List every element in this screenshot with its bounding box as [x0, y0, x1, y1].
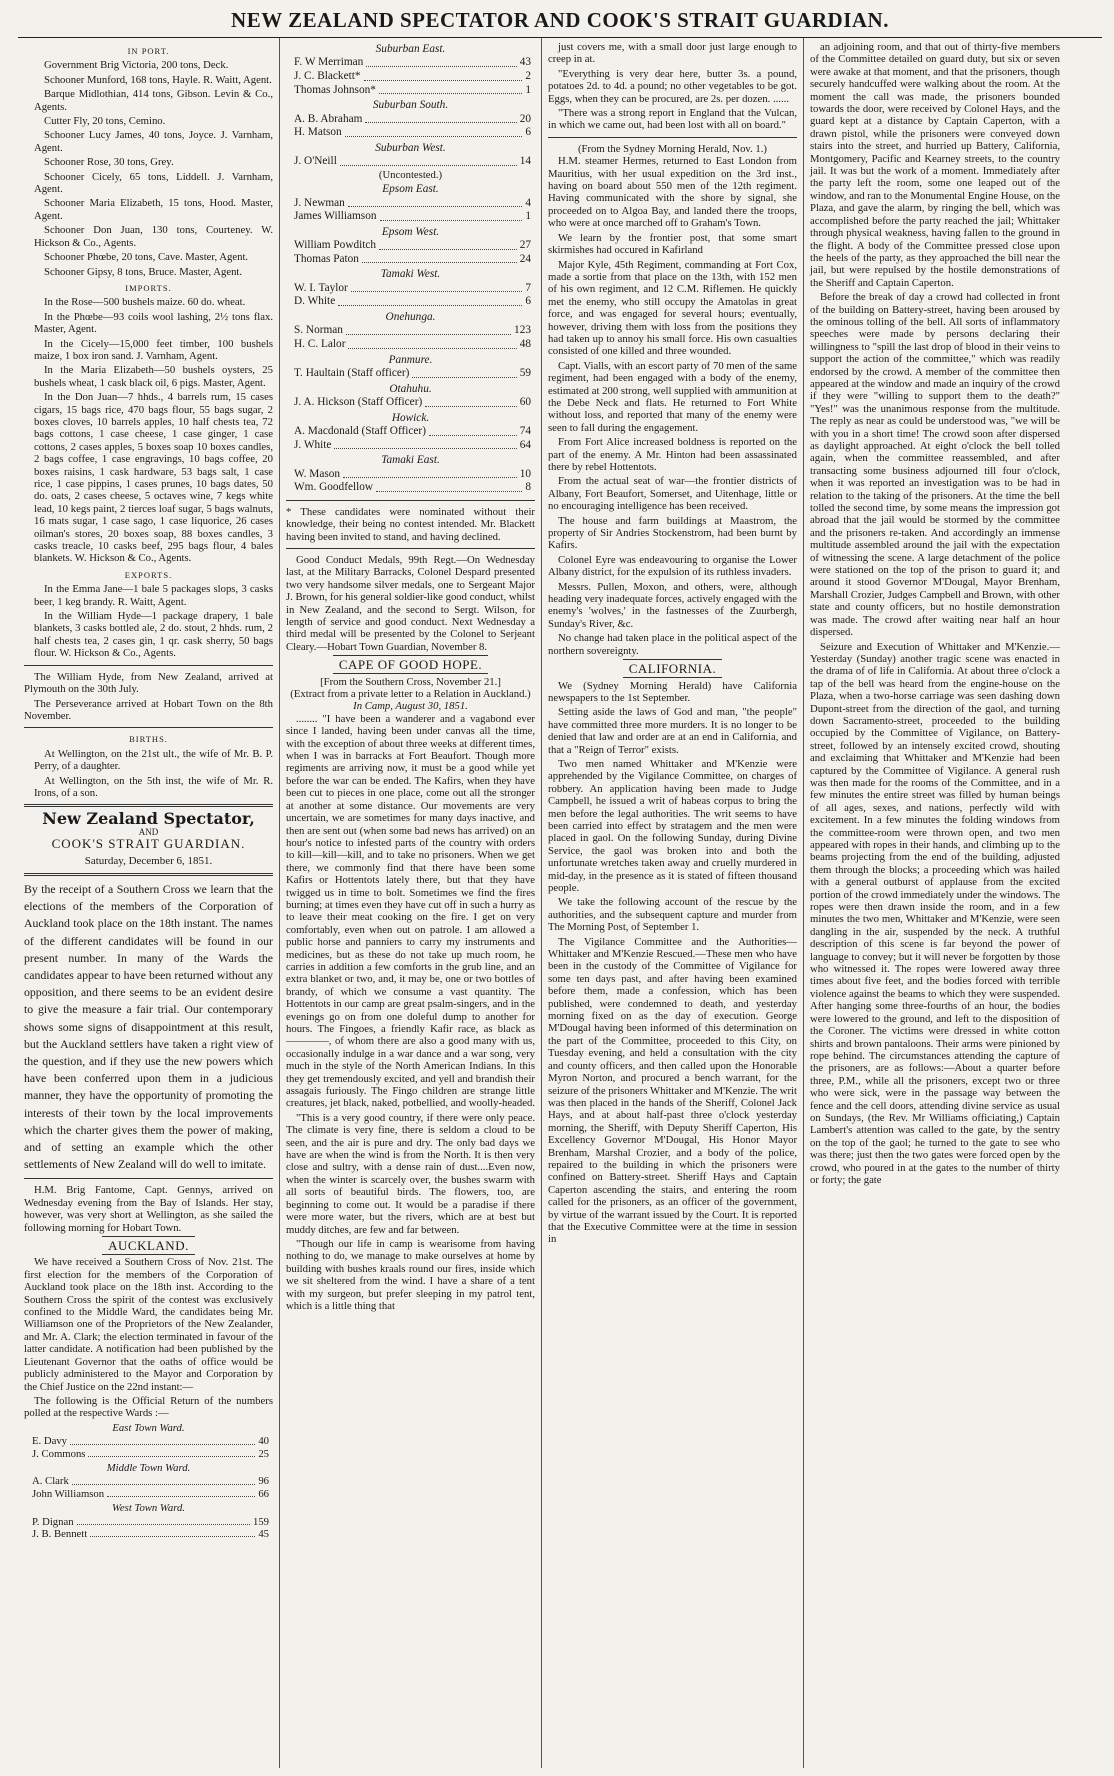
leader-dots — [364, 70, 523, 81]
vote-count: 27 — [519, 239, 531, 252]
vote-count: 25 — [258, 1447, 269, 1460]
arrival-notice: The Perseverance arrived at Hobart Town on the 8th November. — [24, 697, 273, 722]
candidate-name: J. Commons — [32, 1447, 86, 1460]
vote-count: 14 — [519, 155, 531, 168]
article-paragraph: Major Kyle, 45th Regiment, commanding at Fort Cox, made a sortie from that place on the 13th, with 152 men of his own regiment, and 12 C.M. Riflemen. He quickly met the enemy, who still occupy the Amatolas in great force, and was engaged for several hours; eventually, however, driving them with loss from the positions they had taken up to annoy his small force. His own casualties consisted of one killed and three wounded. — [548, 258, 797, 358]
leader-dots — [334, 439, 516, 450]
leader-dots — [345, 126, 523, 137]
herald-source: (From the Sydney Morning Herald, Nov. 1.) — [578, 142, 767, 155]
nameplate-title: New Zealand Spectator, — [42, 809, 255, 829]
candidate-name: James Williamson — [294, 210, 377, 223]
import-entry: In the Cicely—15,000 feet timber, 100 bushels maize, 1 box iron sand. J. Varnham, Agent. — [34, 337, 273, 362]
shipping-entry: Schooner Maria Elizabeth, 15 tons, Hood. Master, Agent. — [34, 197, 273, 222]
vote-count: 66 — [258, 1487, 269, 1500]
editorial-text: By the receipt of a Southern Cross we learn that the elections of the members of the Corporation of Auckland took place on the 18th instant. The names of the different candidates will be found in our present number. In many of the Wards the candidates appear to have been returned without any opposition, and there seems to be an evident desire to give the measure a fair trial. Our contemporary shows some signs of disappointment at this result, but the Auckland settlers have taken a right view of the question, and if they use the new powers which have been conferred upon them in a judicious manner, they have the opportunity of promoting the interests of their town by the local improvements which the charter gives them the power of making, and of setting an example which the other settlements of New Zealand will do well to imitate. — [24, 881, 273, 1172]
divider — [24, 804, 273, 807]
arrival-notice: The William Hyde, from New Zealand, arrived at Plymouth on the 30th July. — [24, 670, 273, 696]
leader-dots — [77, 1516, 250, 1525]
article-paragraph: The house and farm buildings at Maastrom, the property of Sir Andries Stockenstrom, had been burnt by Kafirs. — [548, 514, 797, 552]
candidate-name: A. Macdonald (Staff Officer) — [294, 424, 426, 437]
leader-dots — [107, 1488, 255, 1497]
ward-name: Epsom East. — [382, 183, 439, 196]
leader-dots — [379, 239, 517, 250]
divider — [286, 500, 535, 501]
vote-row — [294, 282, 531, 296]
candidate-name: P. Dignan — [32, 1515, 74, 1528]
leader-dots — [338, 295, 522, 306]
article-paragraph: From the actual seat of war—the frontier districts of Albany, Fort Beaufort, Somerset, and Uitenhage, little or no encouraging intelligence has been received. — [548, 475, 797, 513]
article-paragraph: Capt. Vialls, with an escort party of 70 men of the same regiment, had been engaged with a body of the enemy, estimated at 200 strong, well supplied with ammunition at the Debe Neck and flats. He returned to Fort White without loss, and reported that many of the enemy were seen to fall during the engagement. — [548, 359, 797, 434]
ward-name: Otahuhu. — [389, 382, 432, 395]
vote-row — [294, 439, 531, 453]
leader-dots — [362, 253, 517, 264]
vote-row — [32, 1528, 269, 1540]
footnote: * These candidates were nominated without their knowledge, their being no contest intended. Mr. Blackett having been invited to stand, and having declined. — [286, 505, 535, 543]
vote-row — [294, 155, 531, 169]
ward-note: (Uncontested.) — [378, 168, 443, 181]
arrivals-list — [24, 671, 273, 723]
import-entry: In the Rose—500 bushels maize. 60 do. wheat. — [44, 296, 246, 309]
exports-list — [24, 583, 273, 659]
vote-count: 74 — [519, 424, 531, 437]
ward-name: Suburban East. — [375, 43, 446, 55]
candidate-name: J. A. Hickson (Staff Officer) — [294, 395, 423, 408]
vote-row — [32, 1516, 269, 1528]
vote-count: 24 — [519, 252, 531, 265]
article-paragraph: The Vigilance Committee and the Authorities—Whittaker and M'Kenzie Rescued.—These men who have been in the custody of the Committee of Vigilance for some ten days past, and after having been examined before them, made a confession, which has been published, were condemned to death, and yesterday morning fixed on as the day of execution. George M'Dougal having been informed of this determination on the part of the Committee, proceeded to this City, on Tuesday evening, and held a consultation with the city and county officers, and then called upon the Honorable Myron Norton, and procured a bench warrant, for the seizure of the prisoners Whittaker and M'Kenzie. The writ was then placed in the hands of the Sheriff, Colonel Jack Hays, and at about half-past three o'clock yesterday morning, the Sheriff, with Deputy Sheriff Caperton, His Excellency Governor M'Dougal, His Honor Mayor Brenham, Marshal Crozier, and a body of the police, repaired to the building in which the prisoners were confined on Battery-street. Sheriff Hays and Captain Caperton ascending the stairs, and entering the room called for the prisoners, as an officer of the government, by virtue of the warrant issued by the Court. It is reported that the Executive Committee were at the time in session in — [548, 935, 797, 1246]
cape-letter — [286, 713, 535, 1313]
import-entry: In the Don Juan—7 hhds., 4 barrels rum, 15 cases cigars, 15 bags rice, 470 bags flour, 55 bags sugar, 2 boxes cloves, 10 barrels apples, 10 half chests tea, 72 bags cottons, 1 case cheese, 1 case ginger, 1 case cottons, 2 cases apples, 5 boxes soap 10 boxes candles, 2 bags coffee, 1 case engravings, 10 bags coffee, 20 boxes raisins, 1 cask hardware, 53 bags salt, 1 case rice, 1 case pippins, 1 cases prunes, 10 bags dates, 50 do. oats, 2 cases cheese, 5 octaves wine, 7 kegs white lead, 10 kegs paint, 2 tierces loaf sugar, 5 bags walnuts, 16 mats sugar, 1 case sago, 1 case liquorice, 26 cases oilman's stores, 20 boxes soap, 88 boxes candles, 3 casks treacle, 10 casks beef, 295 bags flour, 4 bales blankets. W. Hickson & Co., Agents. — [34, 391, 273, 565]
letter-paragraph: ........ "I have been a wanderer and a vagabond ever since I landed, having been under canvas all the time, with the exception of about three weeks at different times, when I was in barracks at Fort Beaufort. Though more regiments are arriving now, it must be a good while yet before the war can be ended. The Kafirs, when they have been cut to pieces in one place, come out all the stronger at another at some distance. Our movements are very uncertain, we are sometimes for many days inactive, and then are sent out (when some bad news has arrived) on an hour's notice to infested parts of the country with orders to kill—kill—kill, and to take no prisoners. When we get there, we commonly find that there have been some Kafirs or Hottentots lately there, but that they have twigged us in time to bolt. Sometimes we find the fires burning; at times even they have cut off in such a hurry as to leave their meat cooking on the fire. I get on very comfortably, even when out on patrole. I am allowed a public horse and panniers to carry my instruments and medicines, but as these do not take up much room, he carries in addition a few comforts in the grub line, and an extra blanket or two, and, it may be, one or two bottles of brandy, of which we consume a vast quantity. The Hottentots in our camp are great psalm-singers, and in the evenings go on from one doleful dump to another for hours. The Fingoes, a friendly Kafir race, as black as ————, of whom there are also a good many with us, occasionally indulge in a war dance and a war song, very much in the style of the North American Indians. In this they get tremendously excited, and yell and brandish their assagais furiously. The Fingo children are strange little creatures, jet black, naked, potbellied, and woolly-headed. — [286, 712, 535, 1110]
candidate-name: W. Mason — [294, 467, 341, 480]
leader-dots — [425, 396, 516, 407]
divider — [24, 665, 273, 666]
letter-paragraph: "Though our life in camp is wearisome from having nothing to do, we manage to make ourselves at home by building with bushes kraals round our fires, inside which we sit sheltered from the wind. I have a share of a tent with my surgeon, but prefer sleeping in my patrol tent, which is a little thing that — [286, 1237, 535, 1312]
shipping-entry: Government Brig Victoria, 200 tons, Deck. — [44, 59, 229, 72]
import-entry: In the Phœbe—93 coils wool lashing, 2½ tons flax. Master, Agent. — [34, 310, 273, 336]
vote-count: 7 — [525, 281, 531, 294]
shipping-entry: Schooner Phœbe, 20 tons, Cave. Master, Agent. — [44, 251, 249, 264]
vote-row — [294, 253, 531, 267]
vote-row — [32, 1448, 269, 1460]
vote-count: 60 — [519, 395, 531, 408]
vote-count: 20 — [519, 112, 531, 125]
shipping-entry: Schooner Munford, 168 tons, Hayle. R. Waitt, Agent. — [44, 73, 272, 86]
candidate-name: Wm. Goodfellow — [294, 481, 374, 494]
medals-article: Good Conduct Medals, 99th Regt.—On Wednesday last, at the Military Barracks, Colonel Despard presented two very handsome silver medals, one to Sergeant Major J. Brown, for his general soldier-like good conduct, whilst in New Zealand, and the second to Sergt. Wilson, for length of service and good conduct. Next Wednesday a third medal will be presented by the Colonel to Serjeant Cleary.—Hobart Town Guardian, November 8. — [286, 553, 535, 653]
candidate-name: H. C. Lalor — [294, 337, 346, 350]
ward-name: Tamaki East. — [381, 454, 440, 467]
ward-name: Onehunga. — [385, 310, 436, 323]
in-port-heading: IN PORT. — [127, 46, 170, 56]
cape-heading: CAPE OF GOOD HOPE. — [286, 659, 535, 671]
leader-dots — [429, 425, 517, 436]
divider — [24, 727, 273, 728]
vote-row — [294, 367, 531, 381]
ward-name: Tamaki West. — [380, 268, 441, 281]
vote-count: 48 — [519, 337, 531, 350]
article-paragraph: Seizure and Execution of Whittaker and M'Kenzie.—Yesterday (Sunday) another tragic scene was enacted in the drama of of life in California. At about three o'clock a tap of the bell was heard from the engine-house on the Plaza, when a two-horse carriage was seen dashing down Dupont-street from the direction of the gaol, and turning down Sacramento-street, proceeded to the building occupied by the Committee of Vigilance, on Battery-street, followed by an intensely excited crowd, shouting and exclaiming that Whittaker and M'Kenzie had been captured by the Committee of Vigilance. A general rush was then made for the rooms of the Committee, and in a few minutes the entire street was filled by human beings of all ages, sexes, and nations, perfectly wild with excitement. In a few minutes the folding windows from the committee-room were thrown open, and two men appeared with ropes in their hands, and climbing up to the beams projecting from the end of the building, adjusted them through the blocks; a proceeding which was hailed with a general outburst of applause from the excited portion of the crowd immediately under the windows. The ropes were then drawn inside the room, and in a few minutes the two men, Whittaker and M'Kenzie, were seen dangling in the air, suspended by the neck. A truthful description of this scene is far beyond the power of language to convey; but it will never be forgotten by those who witnessed it. The ropes were lowered away three times about five feet, and the bodies forced with terrible violence against the beams to which they were suspended. After hanging some three-fourths of an hour, the bodies were lowered to the ground, and left to the disposition of the Coroner. The victims were dressed in white cotton shirts and brown pantaloons. Their arms were pinioned by rope behind. The circumstances attending the capture of the prisoners, are as follows:—About a quarter before three, P.M., while all the prisoners, except two or three who were sick, were in the passage way between the fence and the cell doors, attending divine service as usual on Sundays, (the Rev. Mr Williams officiating,) Captain Lambert's attention was called to the gate, by the sentry on the top of the gaol; he turned to the gate to see who was there; just then the two gates were forced open by the crowd, who poured in at the gates to the number of thirty or forty; the gate — [810, 640, 1060, 1186]
import-entry: In the Maria Elizabeth—50 bushels oysters, 25 bushels wheat, 1 cask black oil, 6 pigs. Master, Agent. — [34, 364, 273, 389]
california-continued — [810, 41, 1060, 1186]
leader-dots — [348, 197, 523, 208]
herald-article — [548, 155, 797, 657]
vote-count: 123 — [514, 324, 531, 337]
ward-name: Howick. — [391, 411, 430, 424]
letter-paragraph: "Everything is very dear here, butter 3s. a pound, potatoes 2d. to 4d. a pound; no other vegetables to be got. Eggs, when they can be procured, are 2s. per dozen. ...... — [548, 67, 797, 105]
leader-dots — [348, 338, 516, 349]
ward-name: Panmure. — [388, 353, 433, 366]
vote-row — [294, 126, 531, 140]
vote-row — [294, 210, 531, 224]
vote-count: 8 — [525, 481, 531, 494]
auckland-text: We have received a Southern Cross of Nov. 21st. The first election for the members of the Corporation of Auckland took place on the 18th inst. According to the Southern Cross the spirit of the contest was exclusively confined to the Middle Ward, the candidates being Mr. Williamson one of the Proprietors of the New Zealander, and Mr. A. Clark; the election terminated in favour of the latter candidate. A notification had been published by the Lieutenant Governor that the oaths of office would be publicly administered to the Mayor and Corporation by the Chief Justice on the 22nd instant:— — [24, 1256, 273, 1393]
vote-row — [294, 295, 531, 309]
vote-row — [294, 197, 531, 211]
birth-notice: At Wellington, on the 5th inst, the wife of Mr. R. Irons, of a son. — [34, 774, 273, 799]
vote-count: 6 — [525, 126, 531, 139]
divider — [24, 1178, 273, 1179]
vote-row — [294, 481, 531, 495]
vote-row — [32, 1488, 269, 1500]
shipping-entry: Cutter Fly, 20 tons, Cemino. — [44, 115, 166, 128]
imports-list — [24, 296, 273, 565]
vote-row — [294, 338, 531, 352]
article-paragraph: an adjoining room, and that out of thirty-five members of the Committee detailed on guard duty, but six or seven were awake at that moment, and that the prisoners, though securely handcuffed were walking about the room. At the moment the call was made, the prisoners bounded towards the door, were received by Colonel Hays, and the guard kept at a distance by Captain Caperton, with a drawn pistol, while the prisoners were conveyed down stairs into the street, and hurried up Battery, California, Montgomery, Pacific and Kearney streets, to the country jail. It was but the work of a moment. Immediately after the party left the room, some one leaped out of the window, and ran to the Monumental Engine House, on the Plaza, and gave the alarm, by ringing the bell, which was accomplished before the party reached the jail; Whittaker through physical weakness, having fallen to the ground in the flight. A body of the Committee pressed close upon the heels of the party, as they approached the bill near the jail, but were repulsed by the hostile demonstrations of the Sheriff and Captain Caperton. — [810, 41, 1060, 289]
births-list — [24, 748, 273, 800]
vote-row — [294, 113, 531, 127]
leader-dots — [412, 367, 516, 378]
ward-name: West Town Ward. — [112, 1502, 185, 1515]
candidate-name: J. Newman — [294, 196, 345, 209]
vote-count: 4 — [525, 196, 531, 209]
editorial — [24, 881, 273, 1173]
article-paragraph: Colonel Eyre was endeavouring to organise the Lower Albany district, for the expulsion of its ruthless invaders. — [548, 553, 797, 579]
auckland-returns — [24, 1422, 273, 1541]
vote-row — [294, 56, 531, 70]
candidate-name: S. Norman — [294, 324, 343, 337]
cape-source: [From the Southern Cross, November 21.] — [320, 675, 501, 688]
column-4 — [804, 38, 1066, 1768]
leader-dots — [379, 84, 522, 95]
article-paragraph: H.M. steamer Hermes, returned to East London from Mauritius, with her usual expedition on the 3rd inst., having on board about 550 men of the 12th regiment. Having communicated with the shore by signal, she proceeded on to Algoa Bay, and landed there the troops, who were at once marched off to Graham's Town. — [548, 155, 797, 230]
candidate-name: J. B. Bennett — [32, 1527, 88, 1540]
letter-paragraph: just covers me, with a small door just large enough to creep in at. — [548, 41, 797, 66]
candidate-name: J. C. Blackett* — [294, 70, 361, 82]
ward-name: Suburban South. — [372, 99, 449, 112]
vote-count: 43 — [519, 56, 531, 69]
divider — [548, 137, 797, 138]
ward-name: East Town Ward. — [112, 1421, 185, 1434]
vote-row — [294, 324, 531, 338]
candidate-name: D. White — [294, 295, 336, 308]
nameplate-subtitle: COOK'S STRAIT GUARDIAN. — [51, 836, 246, 852]
shipping-entry: Schooner Lucy James, 40 tons, Joyce. J. Varnham, Agent. — [34, 129, 273, 154]
vote-row — [294, 396, 531, 410]
article-paragraph: From Fort Alice increased boldness is reported on the part of the enemy. A Mr. Hinton had been assassinated there by rebel Hottentots. — [548, 436, 797, 473]
vote-count: 1 — [525, 210, 531, 223]
leader-dots — [376, 481, 522, 492]
article-paragraph: Before the break of day a crowd had collected in front of the building on Battery-street, having been aroused by the ominous tolling of the bell. All sorts of inflammatory speeches were made by persons declaring their willingness to "spill the last drop of blood in their veins to support the action of the committee," which was readily endorsed by the crowd. A member of the committee then appeared at the window and made an inquiry of the crowd if they were "willing to support them to the death?" "Yes!" was the unanimous response from the multitude. The reply as near as could be understood was, "we will be with you in a short time! The crowd soon after dispersed as daylight approached. At eight o'clock the bell tolled again, when the committee reassembled, and after transacting some business adjourned till four o'clock, when it was reported an investigation was to be had in relation to the taking of the prisoners. At the time the bell tolled the second time, by some means the impression got abroad that the jail would be stormed by the committee and the prisoners re-taken. And accordingly an immense multitude assembled around the jail with the expectation of witnessing the scene. A large detachment of the police were stationed on the top of the prison to guard it; and around it stood Governor M'Dougal, Mayor Brenham, Marshall Crozier, Judges Campbell and Brown, with other state and county officers, but no hostile demonstration was made. The crowd after waiting near half an hour dispersed. — [810, 291, 1060, 639]
column-3 — [542, 38, 804, 1768]
candidate-name: William Powditch — [294, 239, 377, 252]
ward-name: Suburban West. — [375, 141, 446, 154]
vote-row — [294, 84, 531, 98]
shipping-entry: Schooner Cicely, 65 tons, Liddell. J. Varnham, Agent. — [34, 170, 273, 196]
vote-row — [32, 1435, 269, 1447]
article-paragraph: We (Sydney Morning Herald) have California newspapers to the 1st September. — [548, 679, 797, 704]
return-intro: The following is the Official Return of the numbers polled at the respective Wards :— — [24, 1394, 273, 1420]
leader-dots — [365, 113, 516, 124]
shipping-entry: Schooner Don Juan, 130 tons, Courteney. W. Hickson & Co., Agents. — [34, 224, 273, 249]
leader-dots — [90, 1528, 255, 1537]
leader-dots — [346, 324, 511, 335]
column-1 — [18, 38, 280, 1768]
vote-count: 159 — [252, 1515, 269, 1528]
letter-paragraph: "This is a very good country, if there were only peace. The climate is very fine, there is seldom a cloud to be seen, and the air is pure and dry. The only bad days we have are when the wind is from the North. It is then very close and sultry, with a dense rain of dust....Even now, when the winter is scarcely over, the bushes swarm with all sorts of beautiful birds. The flowers, too, are beginning to come out. It would be a paradise if there were more water, but the rivers, which are at best but muddy ditches, are few and far between. — [286, 1111, 535, 1236]
vote-count: 45 — [258, 1527, 269, 1540]
vote-count: 59 — [519, 366, 531, 379]
article-paragraph: Setting aside the laws of God and man, "the people" have committed three more murders. It is no longer to be denied that law and order are at an end in California, and that a "Reign of Terror" exists. — [548, 706, 797, 756]
article-paragraph: We learn by the frontier post, that some smart skirmishes had occured in Kafirland — [548, 231, 797, 257]
shipping-entry: Schooner Gipsy, 8 tons, Bruce. Master, Agent. — [44, 265, 243, 278]
births-heading: BIRTHS. — [129, 734, 168, 745]
vote-count: 6 — [525, 295, 531, 308]
auckland-returns-continued — [286, 43, 535, 495]
cape-place: In Camp, August 30, 1851. — [353, 700, 468, 713]
leader-dots — [343, 468, 517, 479]
leader-dots — [366, 56, 516, 67]
nameplate-and: AND — [138, 826, 159, 837]
issue-date: Saturday, December 6, 1851. — [84, 854, 213, 867]
exports-heading: EXPORTS. — [124, 569, 173, 580]
nameplate — [24, 809, 273, 867]
vote-count: 40 — [258, 1435, 269, 1448]
vote-count: 2 — [525, 70, 531, 82]
candidate-name: J. O'Neill — [294, 155, 337, 168]
leader-dots — [340, 155, 517, 166]
candidate-name: E. Davy — [32, 1435, 68, 1448]
california-heading: CALIFORNIA. — [548, 663, 797, 675]
imports-heading: IMPORTS. — [125, 282, 172, 293]
ward-name: Middle Town Ward. — [106, 1461, 191, 1474]
columns — [18, 38, 1102, 1768]
vote-count: 1 — [525, 83, 531, 96]
leader-dots — [351, 282, 523, 293]
export-entry: In the Emma Jane—1 bale 5 packages slops, 3 casks beer, 1 keg brandy. R. Waitt, Agent. — [34, 583, 273, 608]
article-paragraph: No change had taken place in the political aspect of the northern sovereignty. — [548, 632, 797, 657]
divider — [24, 873, 273, 876]
candidate-name: Thomas Paton — [294, 252, 359, 265]
masthead: NEW ZEALAND SPECTATOR AND COOK'S STRAIT GUARDIAN. — [18, 6, 1102, 38]
candidate-name: H. Matson — [294, 126, 342, 139]
vote-count: 64 — [519, 438, 531, 451]
leader-dots — [88, 1448, 255, 1457]
auckland-heading: AUCKLAND. — [24, 1240, 273, 1252]
birth-notice: At Wellington, on the 21st ult., the wife of Mr. B. P. Perry, of a daughter. — [34, 747, 273, 773]
column-2 — [280, 38, 542, 1768]
candidate-name: J. White — [294, 438, 332, 451]
divider — [286, 548, 535, 549]
vote-row — [294, 425, 531, 439]
candidate-name: Thomas Johnson* — [294, 83, 376, 96]
letter-paragraph: "There was a strong report in England that the Vulcan, in which we came out, had been lost with all on board." — [548, 107, 797, 132]
article-paragraph: We take the following account of the rescue by the authorities, and the subsequent capture and murder from The Morning Post, of September 1. — [548, 896, 797, 934]
vote-row — [294, 239, 531, 253]
leader-dots — [380, 210, 523, 221]
candidate-name: T. Haultain (Staff officer) — [294, 366, 410, 379]
california-article — [548, 680, 797, 1246]
vote-row — [294, 468, 531, 482]
article-paragraph: Two men named Whittaker and M'Kenzie were apprehended by the Vigilance Committee, on charges of robbery. An application having been made to Judge Campbell, he issued a writ of habeas corpus to bring the men before the legal authorities. The writ seems to have been carried into effect by stratagem and the men were placed in gaol. On the following Sunday, during Divine Service, the gaol was broken into and both the unfortunate wretches taken away and cruelly murdered in mid-day, in the presence as it is stated of fifteen thousand people. — [548, 757, 797, 894]
candidate-name: F. W Merriman — [294, 56, 364, 69]
candidate-name: A. B. Abraham — [294, 112, 363, 125]
fantome-notice: H.M. Brig Fantome, Capt. Gennys, arrived on Wednesday evening from the Bay of Islands. Her stay, however, was very short at Wellington, as she sailed the following morning for Hobart Town. — [24, 1184, 273, 1234]
cape-letter-continued — [548, 41, 797, 132]
candidate-name: John Williamson — [32, 1487, 105, 1500]
leader-dots — [70, 1435, 255, 1444]
shipping-entry: Barque Midlothian, 414 tons, Gibson. Levin & Co., Agents. — [34, 88, 273, 113]
candidate-name: A. Clark — [32, 1475, 69, 1488]
vote-row — [32, 1475, 269, 1487]
vote-count: 96 — [258, 1475, 269, 1488]
in-port-list — [24, 59, 273, 278]
candidate-name: W. I. Taylor — [294, 281, 348, 294]
cape-extract: (Extract from a private letter to a Relation in Auckland.) — [290, 688, 531, 701]
shipping-entry: Schooner Rose, 30 tons, Grey. — [44, 156, 174, 169]
leader-dots — [72, 1475, 256, 1484]
ward-name: Epsom West. — [381, 225, 440, 238]
vote-count: 10 — [519, 467, 531, 480]
article-paragraph: Messrs. Pullen, Moxon, and others, were, although heading very inadequate forces, actively engaged with the enemy's 'wolves,' in the fastnesses of the Zuurbergh, Sunday's River, &c. — [548, 580, 797, 630]
vote-row — [294, 70, 531, 84]
export-entry: In the William Hyde—1 package drapery, 1 bale blankets, 3 casks bottled ale, 2 do. stout, 2 hhds. rum, 2 half chests tea, 2 cases gin, 1 qr. cask sherry, 50 bags flour. W. Hickson & Co., Agents. — [34, 610, 273, 660]
